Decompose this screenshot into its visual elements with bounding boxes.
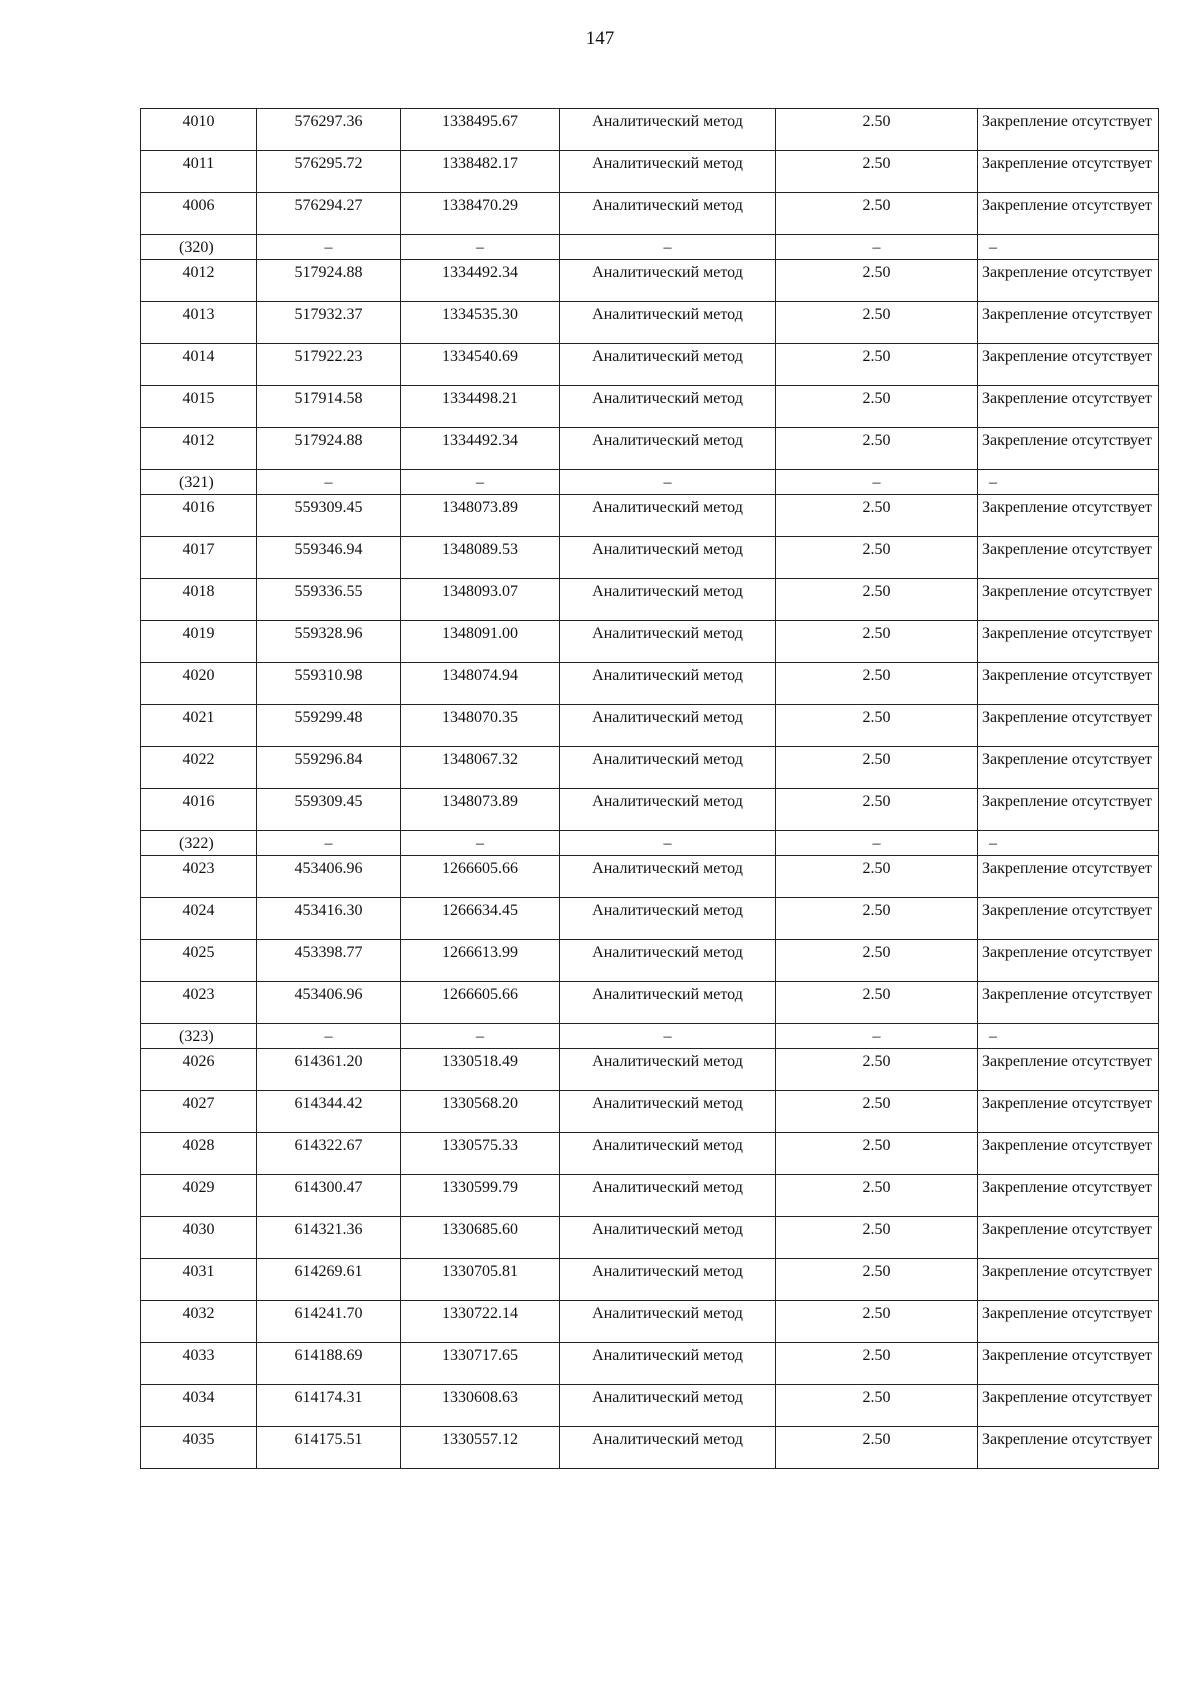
point-number-cell: 4034 bbox=[141, 1385, 257, 1427]
y-coordinate-cell: 1348070.35 bbox=[401, 705, 560, 747]
y-coordinate-cell: 1330518.49 bbox=[401, 1049, 560, 1091]
accuracy-cell: 2.50 bbox=[776, 1175, 978, 1217]
table-row bbox=[141, 386, 1159, 428]
accuracy-cell: 2.50 bbox=[776, 537, 978, 579]
x-coordinate-cell: – bbox=[257, 235, 401, 260]
table-row bbox=[141, 1133, 1159, 1175]
contour-separator-row bbox=[141, 470, 1159, 495]
accuracy-cell: 2.50 bbox=[776, 1427, 978, 1469]
x-coordinate-cell: – bbox=[257, 831, 401, 856]
point-number-cell: 4024 bbox=[141, 898, 257, 940]
method-cell: Аналитический метод bbox=[560, 1385, 776, 1427]
x-coordinate-cell: – bbox=[257, 1024, 401, 1049]
point-number-cell: 4016 bbox=[141, 789, 257, 831]
point-number-cell: (321) bbox=[141, 470, 257, 495]
accuracy-cell: 2.50 bbox=[776, 386, 978, 428]
method-cell: Аналитический метод bbox=[560, 705, 776, 747]
y-coordinate-cell: 1330568.20 bbox=[401, 1091, 560, 1133]
fixation-cell: Закрепление отсутствует bbox=[978, 747, 1159, 789]
accuracy-cell: 2.50 bbox=[776, 151, 978, 193]
y-coordinate-cell: 1330722.14 bbox=[401, 1301, 560, 1343]
y-coordinate-cell: 1330599.79 bbox=[401, 1175, 560, 1217]
fixation-cell: – bbox=[978, 235, 1159, 260]
accuracy-cell: 2.50 bbox=[776, 747, 978, 789]
point-number-cell: 4023 bbox=[141, 856, 257, 898]
accuracy-cell: 2.50 bbox=[776, 109, 978, 151]
x-coordinate-cell: 559299.48 bbox=[257, 705, 401, 747]
table-row bbox=[141, 1427, 1159, 1469]
x-coordinate-cell: 614175.51 bbox=[257, 1427, 401, 1469]
x-coordinate-cell: 614322.67 bbox=[257, 1133, 401, 1175]
y-coordinate-cell: 1338470.29 bbox=[401, 193, 560, 235]
method-cell: Аналитический метод bbox=[560, 747, 776, 789]
x-coordinate-cell: 559310.98 bbox=[257, 663, 401, 705]
coordinates-table-body bbox=[141, 109, 1159, 1469]
accuracy-cell: – bbox=[776, 235, 978, 260]
accuracy-cell: – bbox=[776, 470, 978, 495]
y-coordinate-cell: 1330557.12 bbox=[401, 1427, 560, 1469]
x-coordinate-cell: 559328.96 bbox=[257, 621, 401, 663]
method-cell: Аналитический метод bbox=[560, 982, 776, 1024]
table-row bbox=[141, 260, 1159, 302]
y-coordinate-cell: 1334540.69 bbox=[401, 344, 560, 386]
point-number-cell: (323) bbox=[141, 1024, 257, 1049]
x-coordinate-cell: 517914.58 bbox=[257, 386, 401, 428]
y-coordinate-cell: 1348091.00 bbox=[401, 621, 560, 663]
method-cell: Аналитический метод bbox=[560, 1427, 776, 1469]
accuracy-cell: 2.50 bbox=[776, 428, 978, 470]
fixation-cell: Закрепление отсутствует bbox=[978, 428, 1159, 470]
y-coordinate-cell: 1338482.17 bbox=[401, 151, 560, 193]
point-number-cell: 4029 bbox=[141, 1175, 257, 1217]
fixation-cell: Закрепление отсутствует bbox=[978, 1301, 1159, 1343]
point-number-cell: 4013 bbox=[141, 302, 257, 344]
x-coordinate-cell: 559296.84 bbox=[257, 747, 401, 789]
x-coordinate-cell: 614174.31 bbox=[257, 1385, 401, 1427]
x-coordinate-cell: 614300.47 bbox=[257, 1175, 401, 1217]
point-number-cell: 4033 bbox=[141, 1343, 257, 1385]
point-number-cell: 4017 bbox=[141, 537, 257, 579]
table-row bbox=[141, 1259, 1159, 1301]
point-number-cell: 4025 bbox=[141, 940, 257, 982]
y-coordinate-cell: 1334535.30 bbox=[401, 302, 560, 344]
method-cell: Аналитический метод bbox=[560, 1091, 776, 1133]
table-row bbox=[141, 302, 1159, 344]
y-coordinate-cell: – bbox=[401, 1024, 560, 1049]
fixation-cell: Закрепление отсутствует bbox=[978, 940, 1159, 982]
y-coordinate-cell: 1266613.99 bbox=[401, 940, 560, 982]
table-row bbox=[141, 495, 1159, 537]
accuracy-cell: 2.50 bbox=[776, 663, 978, 705]
y-coordinate-cell: 1338495.67 bbox=[401, 109, 560, 151]
method-cell: Аналитический метод bbox=[560, 940, 776, 982]
table-row bbox=[141, 940, 1159, 982]
method-cell: Аналитический метод bbox=[560, 1217, 776, 1259]
contour-separator-row bbox=[141, 831, 1159, 856]
x-coordinate-cell: 559309.45 bbox=[257, 495, 401, 537]
y-coordinate-cell: 1330608.63 bbox=[401, 1385, 560, 1427]
method-cell: Аналитический метод bbox=[560, 789, 776, 831]
page-number: 147 bbox=[585, 28, 615, 49]
method-cell: Аналитический метод bbox=[560, 428, 776, 470]
y-coordinate-cell: – bbox=[401, 235, 560, 260]
x-coordinate-cell: 517932.37 bbox=[257, 302, 401, 344]
y-coordinate-cell: 1348073.89 bbox=[401, 495, 560, 537]
accuracy-cell: 2.50 bbox=[776, 1385, 978, 1427]
point-number-cell: 4012 bbox=[141, 428, 257, 470]
point-number-cell: 4022 bbox=[141, 747, 257, 789]
fixation-cell: Закрепление отсутствует bbox=[978, 1427, 1159, 1469]
table-row bbox=[141, 579, 1159, 621]
point-number-cell: 4035 bbox=[141, 1427, 257, 1469]
method-cell: Аналитический метод bbox=[560, 621, 776, 663]
point-number-cell: 4006 bbox=[141, 193, 257, 235]
y-coordinate-cell: 1334492.34 bbox=[401, 260, 560, 302]
y-coordinate-cell: 1330575.33 bbox=[401, 1133, 560, 1175]
accuracy-cell: 2.50 bbox=[776, 1343, 978, 1385]
table-row bbox=[141, 1217, 1159, 1259]
point-number-cell: 4023 bbox=[141, 982, 257, 1024]
y-coordinate-cell: 1266605.66 bbox=[401, 856, 560, 898]
fixation-cell: Закрепление отсутствует bbox=[978, 1343, 1159, 1385]
point-number-cell: 4028 bbox=[141, 1133, 257, 1175]
x-coordinate-cell: 559346.94 bbox=[257, 537, 401, 579]
accuracy-cell: 2.50 bbox=[776, 495, 978, 537]
x-coordinate-cell: 614188.69 bbox=[257, 1343, 401, 1385]
table-row bbox=[141, 705, 1159, 747]
accuracy-cell: 2.50 bbox=[776, 193, 978, 235]
fixation-cell: Закрепление отсутствует bbox=[978, 151, 1159, 193]
fixation-cell: Закрепление отсутствует bbox=[978, 898, 1159, 940]
y-coordinate-cell: 1334492.34 bbox=[401, 428, 560, 470]
accuracy-cell: 2.50 bbox=[776, 940, 978, 982]
x-coordinate-cell: – bbox=[257, 470, 401, 495]
point-number-cell: 4031 bbox=[141, 1259, 257, 1301]
y-coordinate-cell: 1266634.45 bbox=[401, 898, 560, 940]
x-coordinate-cell: 453406.96 bbox=[257, 856, 401, 898]
x-coordinate-cell: 614269.61 bbox=[257, 1259, 401, 1301]
table-row bbox=[141, 193, 1159, 235]
point-number-cell: (322) bbox=[141, 831, 257, 856]
method-cell: – bbox=[560, 1024, 776, 1049]
point-number-cell: (320) bbox=[141, 235, 257, 260]
table-row bbox=[141, 428, 1159, 470]
x-coordinate-cell: 559336.55 bbox=[257, 579, 401, 621]
accuracy-cell: 2.50 bbox=[776, 1091, 978, 1133]
x-coordinate-cell: 453406.96 bbox=[257, 982, 401, 1024]
x-coordinate-cell: 576297.36 bbox=[257, 109, 401, 151]
accuracy-cell: 2.50 bbox=[776, 1301, 978, 1343]
method-cell: Аналитический метод bbox=[560, 1175, 776, 1217]
y-coordinate-cell: 1330717.65 bbox=[401, 1343, 560, 1385]
accuracy-cell: 2.50 bbox=[776, 982, 978, 1024]
accuracy-cell: 2.50 bbox=[776, 579, 978, 621]
method-cell: Аналитический метод bbox=[560, 1343, 776, 1385]
method-cell: Аналитический метод bbox=[560, 1133, 776, 1175]
point-number-cell: 4032 bbox=[141, 1301, 257, 1343]
method-cell: – bbox=[560, 831, 776, 856]
accuracy-cell: 2.50 bbox=[776, 705, 978, 747]
x-coordinate-cell: 453416.30 bbox=[257, 898, 401, 940]
contour-separator-row bbox=[141, 1024, 1159, 1049]
method-cell: Аналитический метод bbox=[560, 856, 776, 898]
y-coordinate-cell: 1334498.21 bbox=[401, 386, 560, 428]
fixation-cell: Закрепление отсутствует bbox=[978, 344, 1159, 386]
table-row bbox=[141, 663, 1159, 705]
table-row bbox=[141, 151, 1159, 193]
accuracy-cell: 2.50 bbox=[776, 789, 978, 831]
method-cell: Аналитический метод bbox=[560, 109, 776, 151]
method-cell: Аналитический метод bbox=[560, 344, 776, 386]
fixation-cell: Закрепление отсутствует bbox=[978, 1175, 1159, 1217]
accuracy-cell: 2.50 bbox=[776, 302, 978, 344]
method-cell: Аналитический метод bbox=[560, 260, 776, 302]
table-row bbox=[141, 789, 1159, 831]
fixation-cell: Закрепление отсутствует bbox=[978, 621, 1159, 663]
point-number-cell: 4016 bbox=[141, 495, 257, 537]
fixation-cell: Закрепление отсутствует bbox=[978, 789, 1159, 831]
point-number-cell: 4012 bbox=[141, 260, 257, 302]
fixation-cell: Закрепление отсутствует bbox=[978, 579, 1159, 621]
method-cell: Аналитический метод bbox=[560, 151, 776, 193]
table-row bbox=[141, 1049, 1159, 1091]
accuracy-cell: 2.50 bbox=[776, 856, 978, 898]
method-cell: Аналитический метод bbox=[560, 1301, 776, 1343]
fixation-cell: Закрепление отсутствует bbox=[978, 663, 1159, 705]
fixation-cell: Закрепление отсутствует bbox=[978, 1217, 1159, 1259]
x-coordinate-cell: 576295.72 bbox=[257, 151, 401, 193]
fixation-cell: Закрепление отсутствует bbox=[978, 193, 1159, 235]
x-coordinate-cell: 614361.20 bbox=[257, 1049, 401, 1091]
fixation-cell: Закрепление отсутствует bbox=[978, 537, 1159, 579]
accuracy-cell: 2.50 bbox=[776, 260, 978, 302]
fixation-cell: – bbox=[978, 831, 1159, 856]
y-coordinate-cell: 1348073.89 bbox=[401, 789, 560, 831]
x-coordinate-cell: 614321.36 bbox=[257, 1217, 401, 1259]
y-coordinate-cell: – bbox=[401, 831, 560, 856]
point-number-cell: 4026 bbox=[141, 1049, 257, 1091]
fixation-cell: Закрепление отсутствует bbox=[978, 1385, 1159, 1427]
point-number-cell: 4030 bbox=[141, 1217, 257, 1259]
table-row bbox=[141, 109, 1159, 151]
point-number-cell: 4011 bbox=[141, 151, 257, 193]
fixation-cell: Закрепление отсутствует bbox=[978, 1133, 1159, 1175]
fixation-cell: Закрепление отсутствует bbox=[978, 705, 1159, 747]
y-coordinate-cell: – bbox=[401, 470, 560, 495]
x-coordinate-cell: 559309.45 bbox=[257, 789, 401, 831]
fixation-cell: Закрепление отсутствует bbox=[978, 1259, 1159, 1301]
method-cell: Аналитический метод bbox=[560, 386, 776, 428]
coordinates-table bbox=[140, 108, 1159, 1469]
accuracy-cell: 2.50 bbox=[776, 621, 978, 663]
fixation-cell: Закрепление отсутствует bbox=[978, 1049, 1159, 1091]
table-row bbox=[141, 982, 1159, 1024]
y-coordinate-cell: 1348074.94 bbox=[401, 663, 560, 705]
x-coordinate-cell: 614344.42 bbox=[257, 1091, 401, 1133]
method-cell: Аналитический метод bbox=[560, 1049, 776, 1091]
point-number-cell: 4010 bbox=[141, 109, 257, 151]
point-number-cell: 4019 bbox=[141, 621, 257, 663]
fixation-cell: Закрепление отсутствует bbox=[978, 109, 1159, 151]
fixation-cell: Закрепление отсутствует bbox=[978, 260, 1159, 302]
point-number-cell: 4020 bbox=[141, 663, 257, 705]
point-number-cell: 4014 bbox=[141, 344, 257, 386]
table-row bbox=[141, 537, 1159, 579]
fixation-cell: Закрепление отсутствует bbox=[978, 302, 1159, 344]
method-cell: Аналитический метод bbox=[560, 302, 776, 344]
accuracy-cell: 2.50 bbox=[776, 1133, 978, 1175]
x-coordinate-cell: 453398.77 bbox=[257, 940, 401, 982]
table-row bbox=[141, 1385, 1159, 1427]
table-row bbox=[141, 344, 1159, 386]
y-coordinate-cell: 1348093.07 bbox=[401, 579, 560, 621]
fixation-cell: Закрепление отсутствует bbox=[978, 386, 1159, 428]
method-cell: Аналитический метод bbox=[560, 193, 776, 235]
method-cell: Аналитический метод bbox=[560, 579, 776, 621]
point-number-cell: 4027 bbox=[141, 1091, 257, 1133]
y-coordinate-cell: 1348089.53 bbox=[401, 537, 560, 579]
accuracy-cell: 2.50 bbox=[776, 1217, 978, 1259]
x-coordinate-cell: 576294.27 bbox=[257, 193, 401, 235]
fixation-cell: Закрепление отсутствует bbox=[978, 856, 1159, 898]
x-coordinate-cell: 614241.70 bbox=[257, 1301, 401, 1343]
y-coordinate-cell: 1330685.60 bbox=[401, 1217, 560, 1259]
method-cell: Аналитический метод bbox=[560, 898, 776, 940]
point-number-cell: 4018 bbox=[141, 579, 257, 621]
point-number-cell: 4015 bbox=[141, 386, 257, 428]
method-cell: Аналитический метод bbox=[560, 1259, 776, 1301]
method-cell: Аналитический метод bbox=[560, 537, 776, 579]
y-coordinate-cell: 1330705.81 bbox=[401, 1259, 560, 1301]
table-row bbox=[141, 1175, 1159, 1217]
point-number-cell: 4021 bbox=[141, 705, 257, 747]
method-cell: Аналитический метод bbox=[560, 663, 776, 705]
method-cell: Аналитический метод bbox=[560, 495, 776, 537]
fixation-cell: – bbox=[978, 470, 1159, 495]
accuracy-cell: – bbox=[776, 831, 978, 856]
table-row bbox=[141, 621, 1159, 663]
accuracy-cell: – bbox=[776, 1024, 978, 1049]
x-coordinate-cell: 517922.23 bbox=[257, 344, 401, 386]
accuracy-cell: 2.50 bbox=[776, 898, 978, 940]
y-coordinate-cell: 1266605.66 bbox=[401, 982, 560, 1024]
method-cell: – bbox=[560, 235, 776, 260]
contour-separator-row bbox=[141, 235, 1159, 260]
x-coordinate-cell: 517924.88 bbox=[257, 428, 401, 470]
accuracy-cell: 2.50 bbox=[776, 1259, 978, 1301]
table-row bbox=[141, 747, 1159, 789]
fixation-cell: Закрепление отсутствует bbox=[978, 982, 1159, 1024]
table-row bbox=[141, 856, 1159, 898]
table-row bbox=[141, 898, 1159, 940]
table-row bbox=[141, 1301, 1159, 1343]
method-cell: – bbox=[560, 470, 776, 495]
y-coordinate-cell: 1348067.32 bbox=[401, 747, 560, 789]
table-row bbox=[141, 1091, 1159, 1133]
table-row bbox=[141, 1343, 1159, 1385]
accuracy-cell: 2.50 bbox=[776, 344, 978, 386]
fixation-cell: Закрепление отсутствует bbox=[978, 1091, 1159, 1133]
x-coordinate-cell: 517924.88 bbox=[257, 260, 401, 302]
accuracy-cell: 2.50 bbox=[776, 1049, 978, 1091]
fixation-cell: – bbox=[978, 1024, 1159, 1049]
fixation-cell: Закрепление отсутствует bbox=[978, 495, 1159, 537]
